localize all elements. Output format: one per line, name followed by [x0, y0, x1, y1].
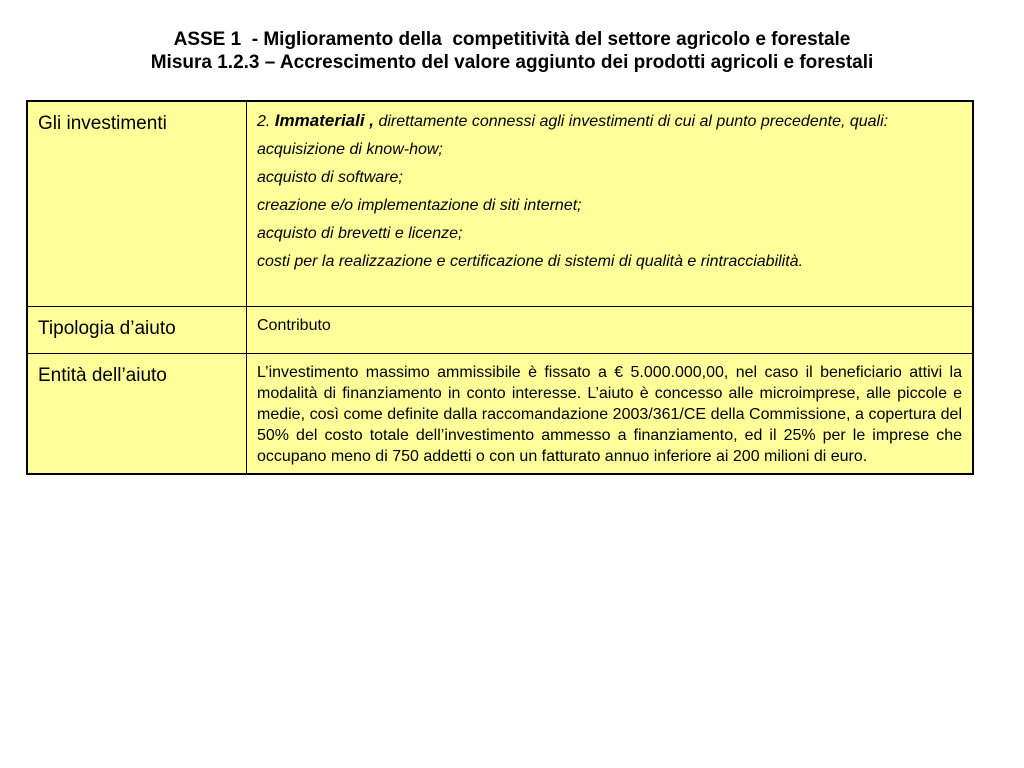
list-item: acquisto di software; [257, 169, 403, 186]
row-label-entita: Entità dell’aiuto [27, 354, 247, 475]
list-item: acquisto di brevetti e licenze; [257, 225, 463, 242]
table-row-entita [27, 354, 973, 475]
page-title [0, 28, 1024, 74]
investment-number: 2. [257, 113, 271, 130]
row-content-tipologia: Contributo [247, 307, 974, 354]
title-axis-line: ASSE 1 - Miglioramento della competitività del settore agricolo e forestale [173, 29, 851, 50]
measure-info-table [26, 100, 974, 475]
table-row-tipologia [27, 307, 973, 354]
row-label-tipologia: Tipologia d’aiuto [27, 307, 247, 354]
title-measure-line: Misura 1.2.3 – Accrescimento del valore aggiunto dei prodotti agricoli e forestali [150, 52, 874, 73]
row-label-investimenti: Gli investimenti [27, 101, 247, 307]
row-content-entita: L’investimento massimo ammissibile è fissato a € 5.000.000,00, nel caso il beneficiario attivi la modalità di finanziamento in conto interesse. L’aiuto è concesso alle microimprese, alle piccole e medie, così come definite dalla raccomandazione 2003/361/CE della Commissione, a copertura del 50% del costo totale dell’investimento ammesso a finanziamento, ed il 25% per le imprese che occupano meno di 750 addetti o con un fatturato annuo inferiore ai 200 milioni di euro. [247, 354, 974, 475]
table-row-investimenti [27, 101, 973, 307]
investment-intro: direttamente connessi agli investimenti di cui al punto precedente, quali: [378, 113, 889, 130]
row-content-investimenti [247, 101, 974, 307]
list-item: acquisizione di know-how; [257, 141, 443, 158]
list-item: creazione e/o implementazione di siti internet; [257, 197, 582, 214]
investment-type: Immateriali , [274, 111, 375, 130]
list-item: costi per la realizzazione e certificazione di sistemi di qualità e rintracciabilità. [257, 253, 804, 270]
